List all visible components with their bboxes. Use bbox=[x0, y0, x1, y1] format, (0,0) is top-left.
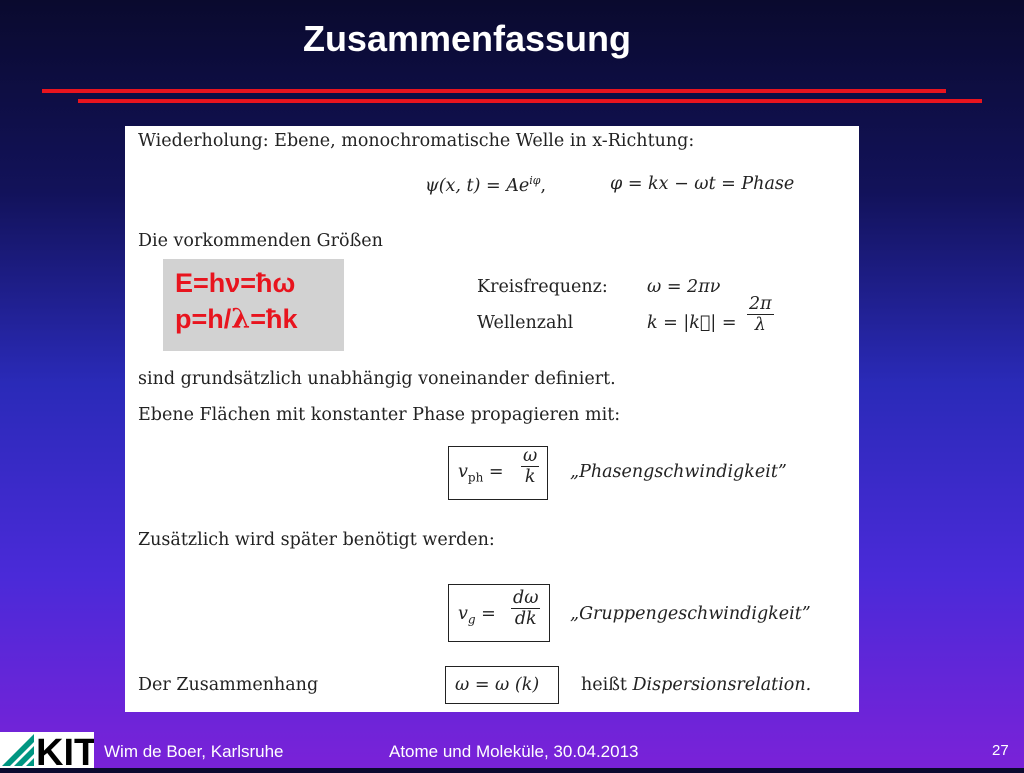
phase-velocity-lhs: $v_{ph}$ = bbox=[458, 462, 504, 485]
wellenzahl-label: Wellenzahl bbox=[477, 313, 574, 333]
content-panel bbox=[125, 126, 859, 712]
group-velocity-lhs: $v_g$ = bbox=[458, 604, 496, 627]
phase-velocity-name: „Phasengschwindigkeit” bbox=[570, 462, 787, 482]
phase-velocity-fraction: ω k bbox=[523, 446, 538, 488]
relation-suffix: heißt Dispersionsrelation. bbox=[581, 675, 812, 695]
phase-equation: φ = kx − ωt = Phase bbox=[610, 174, 795, 194]
footer-author: Wim de Boer, Karlsruhe bbox=[104, 742, 284, 761]
kreisfrequenz-label: Kreisfrequenz: bbox=[477, 277, 608, 297]
energy-relation: E=hν=ħω bbox=[175, 268, 296, 298]
slide-title: Zusammenfassung bbox=[302, 18, 632, 59]
group-velocity-name: „Gruppengeschwindigkeit” bbox=[570, 604, 811, 624]
title-underline-bottom bbox=[78, 99, 982, 103]
highlight-box bbox=[163, 259, 344, 351]
additional-text: Zusätzlich wird später benötigt werden: bbox=[138, 530, 495, 550]
title-underline-top bbox=[42, 89, 946, 93]
wellenzahl-fraction: 2π λ bbox=[749, 294, 772, 336]
kreisfrequenz-formula: ω = 2πν bbox=[647, 277, 721, 297]
independence-text: sind grundsätzlich unabhängig voneinander definiert. bbox=[138, 369, 616, 389]
wave-equation: ψ(x, $t) = Ae^{i\varphi}$, bbox=[425, 174, 547, 196]
footer bbox=[0, 732, 1024, 768]
quantities-heading: Die vorkommenden Größen bbox=[138, 231, 383, 251]
intro-text: Wiederholung: Ebene, monochromatische Welle in x-Richtung: bbox=[138, 131, 695, 151]
page-number: 27 bbox=[992, 742, 1009, 759]
momentum-relation: p=h/λ=ħk bbox=[175, 304, 298, 335]
wellenzahl-lhs: k = |k⃗| = bbox=[647, 313, 737, 333]
group-velocity-fraction: dω dk bbox=[513, 588, 539, 630]
relation-prefix: Der Zusammenhang bbox=[138, 675, 319, 695]
phase-surfaces-text: Ebene Flächen mit konstanter Phase propagieren mit: bbox=[138, 405, 621, 425]
dispersion-formula: ω = ω (k) bbox=[455, 675, 540, 695]
footer-course: Atome und Moleküle, 30.04.2013 bbox=[389, 742, 639, 761]
svg-text:KIT: KIT bbox=[36, 732, 94, 768]
